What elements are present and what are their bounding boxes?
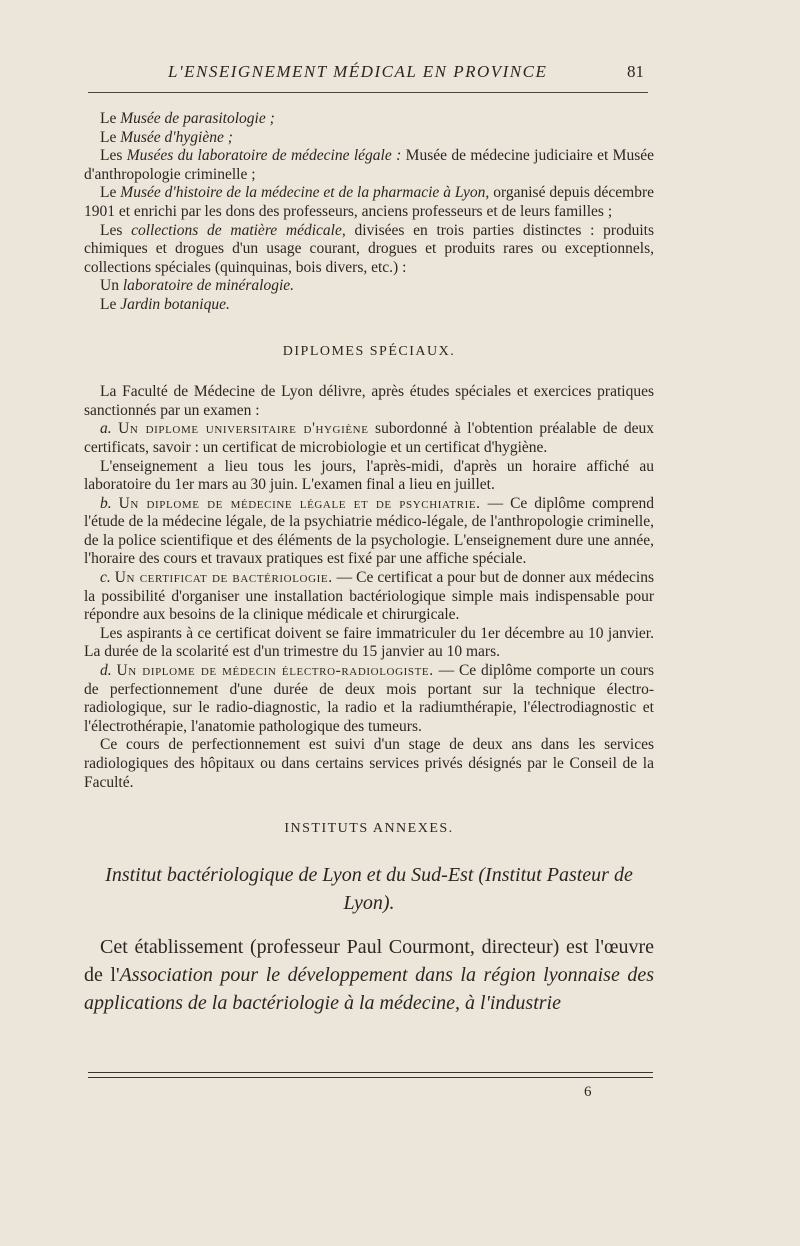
diploma-item-a: a. Un diplome universitaire d'hygiène subordonné à l'obtention préalable de deux certificats, savoir : un certificat de microbiologie et un certificat d'hygiène. bbox=[84, 420, 655, 456]
museum-item: Le Musée d'histoire de la médecine et de la pharmacie à Lyon, organisé depuis décembre 1901 et enrichi par les dons des professeurs, anciens professeurs et de leurs familles ; bbox=[84, 184, 655, 220]
diploma-item-d-detail: Ce cours de perfectionnement est suivi d'un stage de deux ans dans les services radiologiques des hôpitaux ou dans certains services privés désignés par le Conseil de la Faculté. bbox=[84, 736, 654, 791]
museum-item: Le Musée d'hygiène ; bbox=[100, 128, 233, 146]
footer-rule bbox=[88, 1072, 653, 1073]
signature-mark: 6 bbox=[584, 1084, 592, 1100]
header-rule bbox=[88, 92, 648, 93]
diploma-item-b: b. Un diplome de médecine légale et de psychiatrie. — Ce diplôme comprend l'étude de la médecine légale, de la psychiatrie médico-légale, de l'anthropologie criminelle, de la police scientifique et des éléments de la psychologie. L'enseignement dure une année, l'horaire des cours et travaux pratiques est fixé par une affiche spéciale. bbox=[84, 494, 655, 568]
institut-title: Institut bactériologique de Lyon et du Sud-Est (Institut Pasteur de Lyon). bbox=[105, 863, 633, 914]
footer-rules bbox=[88, 1072, 653, 1078]
institut-paragraph: Cet établissement (professeur Paul Courmont, directeur) est l'œuvre de l'Association pour le développement dans la région lyonnaise des applications de la bactériologie à la médecine, à l'industrie bbox=[84, 935, 655, 1014]
diplomes-intro: La Faculté de Médecine de Lyon délivre, après études spéciales et exercices pratiques sanctionnés par un examen : bbox=[84, 383, 654, 419]
running-head bbox=[88, 62, 652, 84]
footer-rule bbox=[88, 1077, 653, 1078]
diploma-item-a-detail: L'enseignement a lieu tous les jours, l'après-midi, d'après un horaire affiché au laboratoire du 1er mars au 30 juin. L'examen final a lieu en juillet. bbox=[84, 457, 654, 494]
museum-item: Un laboratoire de minéralogie. bbox=[100, 277, 295, 295]
section-heading-instituts: INSTITUTS ANNEXES. bbox=[284, 821, 454, 837]
diploma-item-d: d. Un diplome de médecin électro-radiologiste. — Ce diplôme comporte un cours de perfectionnement d'une durée de deux mois portant sur la technique électro-radiologique, sur le radio-diagnostic, la radio et la radiumthérapie, l'électrodiagnostic et l'électrothérapie, l'anatomie pathologique des tumeurs. bbox=[84, 662, 654, 735]
page-number: 81 bbox=[627, 62, 644, 81]
diploma-item-c-detail: Les aspirants à ce certificat doivent se faire immatriculer du 1er décembre au 10 janvier. La durée de la scolarité est d'un trimestre du 15 janvier au 10 mars. bbox=[84, 624, 654, 661]
museum-item: Le Jardin botanique. bbox=[100, 295, 230, 313]
section-heading-diplomes: DIPLOMES SPÉCIAUX. bbox=[282, 343, 456, 359]
museum-item: Les Musées du laboratoire de médecine légale : Musée de médecine judiciaire et Musée d'anthropologie criminelle ; bbox=[84, 147, 654, 183]
museum-item: Les collections de matière médicale, divisées en trois parties distinctes : produits chimiques et drogues d'un usage courant, drogues et produits rares ou exceptionnels, collections spéciales (quinquinas, bois divers, etc.) : bbox=[84, 221, 654, 276]
diploma-item-c: c. Un certificat de bactériologie. — Ce certificat a pour but de donner aux médecins la possibilité d'organiser une installation bactériologique simple mais indispensable pour répondre aux besoins de la clinique médicale et chirurgicale. bbox=[84, 569, 655, 624]
museum-item: Le Musée de parasitologie ; bbox=[100, 110, 275, 127]
running-title: L'ENSEIGNEMENT MÉDICAL EN PROVINCE bbox=[168, 62, 548, 81]
body-text bbox=[84, 110, 654, 1017]
